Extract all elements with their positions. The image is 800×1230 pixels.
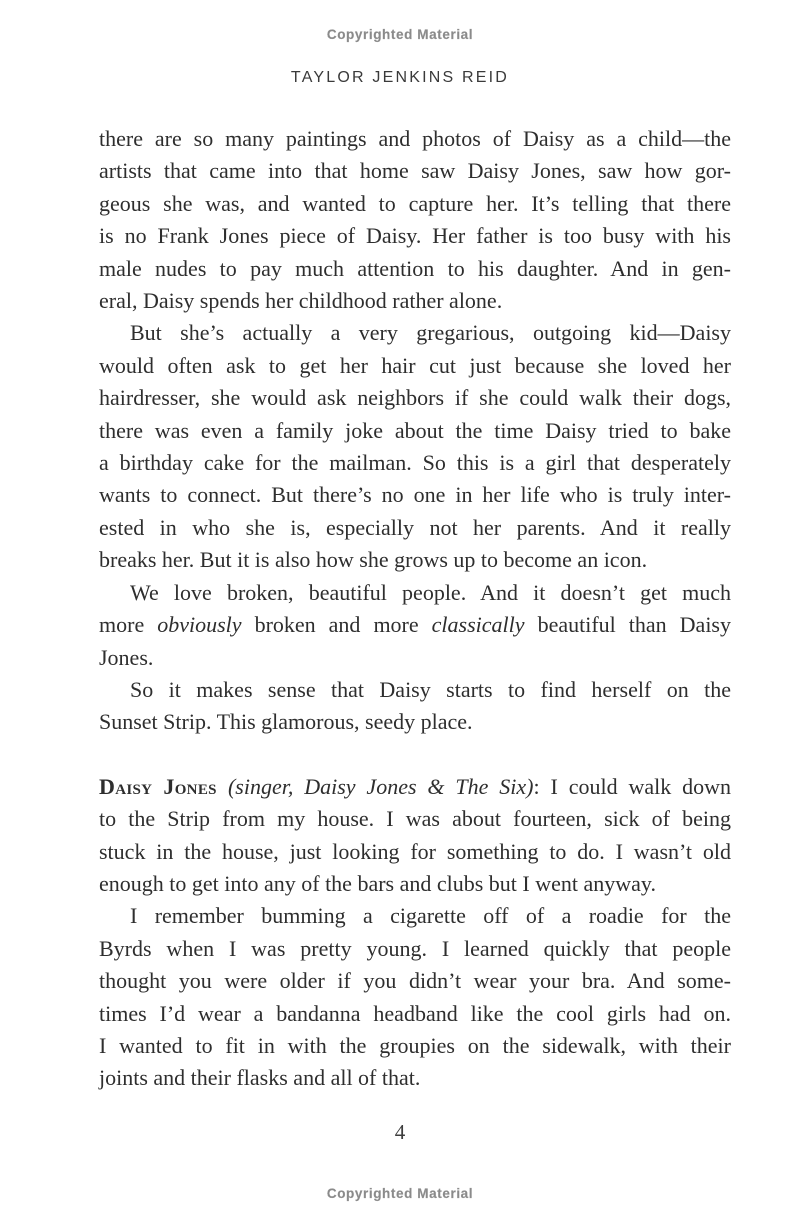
text-line: thought you were older if you didn’t wear your bra. And some- (99, 968, 731, 994)
text-line (99, 771, 731, 803)
section-spacer (99, 739, 731, 771)
text-line: to the Strip from my house. I was about fourteen, sick of being (99, 806, 731, 832)
text-line: hairdresser, she would ask neighbors if she could walk their dogs, (99, 385, 731, 411)
text-line: times I’d wear a bandanna headband like the cool girls had on. (99, 1000, 731, 1026)
paragraph-3 (99, 577, 731, 674)
text-line: geous she was, and wanted to capture her. It’s telling that there (99, 190, 731, 216)
speaker-role: (singer, Daisy Jones & The Six) (227, 773, 534, 799)
text-line: there are so many paintings and photos of Daisy as a child—the (99, 126, 731, 151)
text-segment: beautiful than Daisy (524, 612, 731, 638)
text-line: a birthday cake for the mailman. So this is a girl that desperately (99, 450, 731, 476)
text-line: Byrds when I was pretty young. I learned quickly that people (99, 935, 731, 961)
text-line: stuck in the house, just looking for something to do. I wasn’t old (99, 838, 731, 864)
page-number: 4 (394, 1120, 406, 1144)
text-line: Jones. (99, 644, 154, 670)
paragraph-6 (99, 900, 731, 1094)
text-line: enough to get into any of the bars and clubs but I went anyway. (99, 870, 656, 896)
text-line: breaks her. But it is also how she grows up to become an icon. (99, 547, 648, 573)
text-line: Sunset Strip. This glamorous, seedy place. (99, 709, 473, 735)
text-line: We love broken, beautiful people. And it doesn’t get much (130, 579, 731, 605)
running-header-author: TAYLOR JENKINS REID (290, 69, 510, 86)
text-line: wants to connect. But there’s no one in her life who is truly inter- (99, 482, 731, 508)
body-text (99, 123, 731, 1095)
text-line (99, 609, 731, 641)
paragraph-5 (99, 771, 731, 901)
paragraph-2 (99, 317, 731, 576)
text-line: But she’s actually a very gregarious, outgoing kid—Daisy (130, 320, 731, 346)
text-segment: more (99, 612, 158, 638)
paragraph-4 (99, 674, 731, 739)
copyright-top-label: Copyrighted Material (326, 27, 474, 42)
text-segment: : I could walk down (533, 773, 732, 799)
text-line: eral, Daisy spends her childhood rather alone. (99, 288, 503, 314)
text-line: would often ask to get her hair cut just because she loved her (99, 352, 731, 378)
text-line: I remember bumming a cigarette off of a roadie for the (130, 903, 731, 929)
text-line: artists that came into that home saw Daisy Jones, saw how gor- (99, 158, 731, 184)
text-line: So it makes sense that Daisy starts to find herself on the (130, 676, 731, 702)
text-line: male nudes to pay much attention to his daughter. And in gen- (99, 255, 731, 281)
speaker-name: Daisy Jones (99, 773, 228, 799)
text-line: I wanted to fit in with the groupies on the sidewalk, with their (99, 1032, 731, 1058)
copyright-bottom-label: Copyrighted Material (326, 1186, 474, 1201)
text-line: is no Frank Jones piece of Daisy. Her father is too busy with his (99, 223, 731, 249)
text-line: ested in who she is, especially not her parents. And it really (99, 514, 731, 540)
text-segment: broken and more (241, 612, 432, 638)
text-line: joints and their flasks and all of that. (99, 1065, 421, 1091)
paragraph-1 (99, 123, 731, 317)
text-line: there was even a family joke about the time Daisy tried to bake (99, 417, 731, 443)
emphasized-word: obviously (157, 612, 242, 638)
emphasized-word: classically (431, 612, 525, 638)
